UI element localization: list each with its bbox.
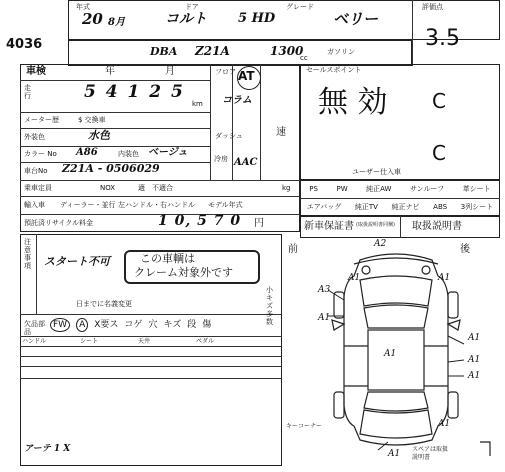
- damage-mark: A1: [468, 333, 481, 343]
- equipment-item-row2-4: 3列シート: [460, 203, 494, 211]
- warranty-sub: (取扱説明書同梱): [356, 222, 395, 228]
- name-change-date: 日までに名義変更: [76, 300, 132, 308]
- meter-label: メーター歴: [24, 116, 59, 124]
- doors-label: ドア: [185, 3, 199, 11]
- equipment-item-row1-4: 革シート: [462, 185, 491, 193]
- damage-mark: A3: [318, 285, 331, 295]
- lot-number: 4036: [6, 37, 43, 52]
- grade-value: ベリー: [333, 10, 379, 28]
- month-value: 8月: [108, 17, 125, 28]
- shaken-year-label: 年: [105, 66, 115, 77]
- km-unit: km: [192, 100, 203, 108]
- displacement: 1300: [270, 44, 304, 58]
- import-steering: 左ハンドル・右ハンドル: [118, 201, 195, 209]
- year-value: 20: [82, 10, 103, 28]
- equipment-item-row2-0: エアバッグ: [306, 203, 342, 211]
- score-label: 評価点: [422, 3, 443, 11]
- speed-label: 速: [276, 127, 286, 138]
- bottom-note: アーテ 1 X: [24, 444, 71, 454]
- car-damage-diagram: [288, 236, 500, 472]
- kg-unit: kg: [282, 184, 291, 192]
- damage-mark: A1: [388, 449, 401, 459]
- damage-row-label: ハンドル: [22, 338, 47, 345]
- option-item: 穴: [148, 320, 158, 330]
- invalid-stamp: 無 効: [318, 85, 388, 120]
- frame-no-label: 車台No: [24, 167, 48, 175]
- equipment-item-row1-1: PW: [336, 185, 348, 193]
- damage-mark: A1: [468, 355, 481, 365]
- interior-color-value: ベージュ: [148, 147, 188, 158]
- capacity-label: 乗車定員: [24, 184, 52, 192]
- wheel-front-left: [334, 292, 344, 318]
- recycle-unit: 円: [254, 218, 264, 229]
- option-item: X要ス: [94, 320, 119, 330]
- damage-mark: A1: [438, 273, 451, 283]
- equipment-item-row1-2: 純正AW: [366, 185, 392, 193]
- shaken-month-label: 月: [165, 66, 175, 77]
- import-dealer: ディーラー・並行: [60, 201, 116, 209]
- cc-unit: cc: [300, 54, 308, 62]
- chassis-code: Z21A: [195, 44, 230, 58]
- nox-label: NOX: [100, 184, 116, 192]
- claim-stamp-line2: クレーム対象外です: [134, 266, 233, 279]
- sales-point-label: セールスポイント: [306, 66, 362, 74]
- floor-label: フロア: [215, 68, 236, 76]
- mileage-value: 5 4 1 2 5: [84, 82, 185, 102]
- rear-marker: 後: [460, 244, 470, 255]
- warranty-label: 新車保証書: [304, 221, 354, 232]
- grade-label: グレード: [286, 3, 314, 11]
- equipment-item-row1-3: サンルーフ: [410, 185, 445, 193]
- damage-mark: A1: [468, 371, 481, 381]
- wheel-rear-right: [448, 392, 458, 418]
- wheel-front-right: [448, 292, 458, 318]
- shaken-label: 車検: [26, 66, 46, 77]
- damage-row-label: シート: [80, 338, 99, 345]
- grade-c-2: C: [432, 141, 446, 165]
- year-label: 年式: [76, 3, 90, 11]
- ac-label: 冷房: [214, 155, 228, 163]
- nox-ng: 不適合: [152, 184, 173, 192]
- mileage-label: 走行: [24, 84, 31, 100]
- notes-handwritten: スタート不可: [44, 255, 110, 268]
- trunk-panel: [360, 410, 432, 438]
- wheel-rear-left: [334, 392, 344, 418]
- parts-label: 欠品部品: [24, 320, 45, 336]
- damage-mark: A1: [348, 273, 361, 283]
- option-item: 段: [187, 320, 197, 330]
- shift-at: AT: [238, 69, 255, 83]
- recycle-label: 預託済リサイクル料金: [24, 219, 94, 227]
- doors-value: 5 HD: [238, 11, 276, 26]
- ac-value: AAC: [234, 157, 258, 168]
- exterior-color-value: 水色: [88, 129, 110, 142]
- spare-note: スペアは取扱説明書: [412, 446, 449, 461]
- grade-c-1: C: [432, 89, 446, 113]
- dash-label: ダッシュ: [215, 132, 243, 140]
- left-side-note: 小キズ多数: [266, 286, 273, 326]
- user-purchase-label: ユーザー仕入車: [352, 168, 401, 176]
- manual-label: 取扱説明書: [412, 221, 462, 232]
- hood-panel: [360, 276, 432, 306]
- claim-stamp-line1: この車輌は: [140, 252, 195, 265]
- exterior-color-label: 外装色: [24, 133, 45, 141]
- damage-mark: A1: [438, 419, 451, 429]
- damage-mark: A1: [384, 349, 397, 359]
- chassis-prefix: DBA: [150, 45, 178, 58]
- score-value: 3.5: [425, 26, 460, 51]
- equipment-item-row1-0: PS: [309, 185, 318, 193]
- import-label: 輸入車: [24, 201, 45, 209]
- recycle-value: 1 0, 5 7 0: [158, 213, 242, 229]
- frame-no-value: Z21A - 0506029: [62, 162, 160, 175]
- damage-row-label: ペダル: [196, 338, 215, 345]
- key-corner-label: キーコーナー: [286, 423, 323, 430]
- damage-mark: A2: [374, 239, 387, 249]
- nox-ok: 適: [138, 184, 145, 192]
- option-item: A: [76, 318, 88, 332]
- model-value: コルト: [165, 11, 207, 27]
- column-value: コラム: [222, 95, 252, 106]
- roof-panel: [368, 330, 424, 390]
- fuel-type: ガソリン: [327, 48, 355, 56]
- rear-window: [364, 392, 428, 411]
- import-model-year: モデル年式: [208, 201, 243, 209]
- option-item: キズ: [163, 320, 182, 330]
- damage-row-label: 天井: [138, 338, 151, 345]
- option-item: FW: [50, 318, 70, 332]
- equipment-item-row2-2: 純正ナビ: [391, 203, 420, 211]
- equipment-item-row2-3: ABS: [433, 203, 448, 211]
- option-item: コゲ: [124, 320, 143, 330]
- meter-option: $ 交換車: [78, 116, 106, 124]
- color-no-label: カラー No: [24, 150, 57, 158]
- equipment-item-row2-1: 純正TV: [354, 203, 378, 211]
- color-no-value: A86: [76, 147, 98, 158]
- damage-mark: A1: [318, 313, 331, 323]
- option-item: 傷: [202, 320, 212, 330]
- interior-color-label: 内装色: [118, 150, 139, 158]
- front-marker: 前: [288, 244, 298, 255]
- notes-label: 注意事項: [24, 238, 31, 270]
- windshield: [364, 305, 428, 328]
